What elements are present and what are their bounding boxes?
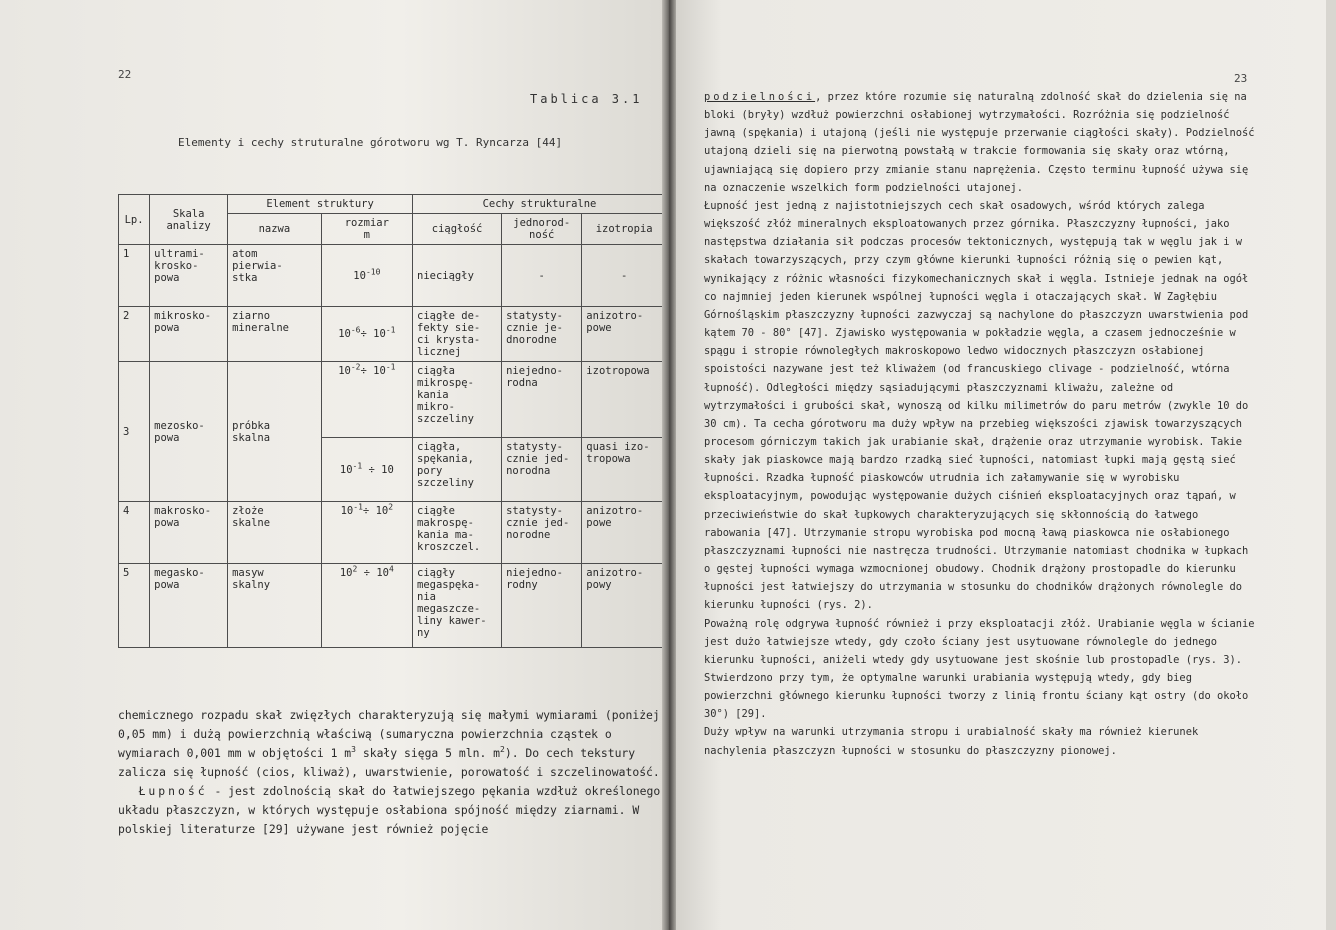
cell-skala: mezosko- powa xyxy=(150,362,228,502)
cell-lp: 4 xyxy=(119,502,150,564)
header-lp: Lp. xyxy=(119,195,150,245)
page-edge xyxy=(1326,0,1336,930)
cell-izotropia: anizotro- powy xyxy=(582,564,667,648)
paragraph xyxy=(118,782,668,839)
page-number-left: 22 xyxy=(118,68,132,81)
cell-nazwa: atom pierwia- stka xyxy=(228,245,322,307)
rozmiar-b-exp: 4 xyxy=(388,564,394,574)
rozmiar-b: 10 xyxy=(373,365,386,377)
structure-table xyxy=(118,194,667,648)
term-podzielnosci: podzielności xyxy=(704,91,816,103)
cell-nazwa: ziarno mineralne xyxy=(228,307,322,362)
rozmiar-sep: ÷ xyxy=(360,365,374,377)
header-ciaglosc: ciągłość xyxy=(413,214,502,245)
text-run: skały sięga 5 mln. m xyxy=(356,746,501,760)
rozmiar-b: 10 xyxy=(373,328,386,340)
header-rozmiar: rozmiar m xyxy=(321,214,412,245)
cell-jednorodnosc: - xyxy=(502,245,582,307)
cell-lp: 5 xyxy=(119,564,150,648)
cell-lp: 1 xyxy=(119,245,150,307)
cell-nazwa: próbka skalna xyxy=(228,362,322,502)
table-header-row xyxy=(119,195,667,214)
cell-rozmiar xyxy=(321,502,412,564)
cell-izotropia: quasi izo- tropowa xyxy=(582,438,667,502)
rozmiar-a-exp: -6 xyxy=(350,325,361,335)
rozmiar-exp: -10 xyxy=(365,267,381,276)
table-title: Elementy i cechy struturalne górotworu wg T. Ryncarza [44] xyxy=(178,136,563,149)
rozmiar-sep: ÷ xyxy=(362,463,382,476)
cell-skala: megasko- powa xyxy=(150,564,228,648)
cell-ciaglosc: ciągła, spękania, pory szczeliny xyxy=(413,438,502,502)
cell-lp: 2 xyxy=(119,307,150,362)
cell-skala: mikrosko- powa xyxy=(150,307,228,362)
table-row xyxy=(119,362,667,438)
paragraph xyxy=(704,88,1259,197)
rozmiar-a: 10 xyxy=(340,505,354,517)
cell-jednorodnosc: statysty- cznie jed- norodna xyxy=(502,438,582,502)
text-run: - jest zdolnością skał do łatwiejszego pękania wzdłuż określonego układu płaszczyzn, w których występuje osłabiona spójność między ziarnami. W polskiej literaturze [29] używane jest również pojęcie xyxy=(118,784,661,836)
header-izotropia: izotropia xyxy=(582,214,667,245)
cell-izotropia: anizotro- powe xyxy=(582,307,667,362)
superscript: 3 xyxy=(351,745,356,755)
term-lupnosc: Łupność xyxy=(138,784,208,798)
rozmiar-a-exp: -1 xyxy=(353,502,363,512)
cell-rozmiar xyxy=(321,438,412,502)
rozmiar-sep: ÷ xyxy=(360,328,374,340)
cell-rozmiar xyxy=(321,564,412,648)
rozmiar-b: 10 xyxy=(376,567,389,579)
cell-jednorodnosc: statysty- cznie jed- norodne xyxy=(502,502,582,564)
paragraph xyxy=(118,706,668,782)
rozmiar-base: 10 xyxy=(353,269,366,282)
rozmiar-a: 10 xyxy=(338,328,351,340)
cell-jednorodnosc: statysty- cznie je- dnorodne xyxy=(502,307,582,362)
rozmiar-a: 10 xyxy=(338,365,351,377)
text-run: chemicznego rozpadu skał zwięzłych charakteryzują się małymi wymiarami (poniżej 0,05 mm) i dużą powierzchnią właściwą (sumaryczna powierzchnia cząstek o wymiarach 0,001 mm w objętości 1 m xyxy=(118,708,660,760)
rozmiar-b: 10 xyxy=(375,505,389,517)
cell-jednorodnosc: niejedno- rodny xyxy=(502,564,582,648)
cell-rozmiar xyxy=(321,307,412,362)
cell-skala: ultrami- krosko- powa xyxy=(150,245,228,307)
cell-izotropia: - xyxy=(582,245,667,307)
cell-ciaglosc: ciągły megaspęka- nia megaszcze- liny kawer- ny xyxy=(413,564,502,648)
rozmiar-b-exp: -1 xyxy=(385,325,396,335)
cell-nazwa: złoże skalne xyxy=(228,502,322,564)
cell-rozmiar xyxy=(321,245,412,307)
right-body-text xyxy=(704,88,1259,760)
text-run: , przez które rozumie się naturalną zdolność skał do dzielenia się na bloki (bryły) wzdłuż powierzchni osłabionej wytrzymałości. Rozróżnia się podzielność jawną (spękania) i utajoną (jeśli nie występuje przerwanie ciągłości skały). Podzielność utajoną dzieli się na pierwotną powstałą w trakcie formowania się skały oraz wtórną, ujawniającą się dopiero przy zmianie stanu naprężenia. Często terminu łupność używa się na oznaczenie wszelkich form podzielności utajonej. xyxy=(704,91,1255,194)
header-skala: Skala analizy xyxy=(150,195,228,245)
left-body-text xyxy=(118,706,668,839)
cell-ciaglosc: ciągłe makrospę- kania ma- kroszczel. xyxy=(413,502,502,564)
header-cechy: Cechy strukturalne xyxy=(413,195,667,214)
paragraph: Łupność jest jedną z najistotniejszych cech skał osadowych, wśród których zalega większość złóż mineralnych eksploatowanych przez górnika. Płaszczyzny łupności, jako następstwa działania sił podczas procesów tektonicznych, występują tak w węglu jak i w skałach towarzyszących, przy czym główne kierunki łupności różnią się o pewien kąt, wynikający z różnic własności fizykomechanicznych skał i węgla. Istnieje jednak na ogół co najmniej jeden kierunek wspólnej łupności węgla i otaczających skał. W Zagłębiu Górnośląskim płaszczyzny łupności zazwyczaj są nachylone do płaszczyzn uwarstwienia pod kątem 70 - 80° [47]. Zjawisko występowania w pokładzie węgla, a czasem jednocześnie w spągu i stropie równoległych makroskopowo ledwo widocznych płaszczyzn osłabionej spoistości nazywane jest też kliważem (od francuskiego clivage - podzielność, wtórna łupność). Odległości między sąsiadującymi płaszczyznami kliważu, zależne od wytrzymałości i grubości skał, wynoszą od kilku milimetrów do paru metrów (zwykle 10 do 30 cm). Ta cecha górotworu ma duży wpływ na przebieg większości zjawisk towarzyszących procesom górniczym takich jak urabianie skał, drążenie oraz utrzymanie wyrobisk. Takie skały jak piaskowce mają bardzo rzadką sieć łupności, natomiast łupki mają gęstą sieć łupności. Rzadka łupność piaskowców utrudnia ich załamywanie się w wyrobisku eksploatacyjnym, powodując występowanie dużych ciśnień eksploatacyjnych oraz tąpań, w przeciwieństwie do skał łupkowych charakteryzujących się skłonnością do łatwego rabowania [47]. Utrzymanie stropu wyrobiska pod mocną ławą piaskowca nie osłabionego płaszczyznami łupności nie nastręcza trudności. Utrzymanie natomiast chodnika w łupkach o gęstej łupności wymaga wzmocnionej obudowy. Chodnik drążony prostopadle do kierunku łupności jest łatwiejszy do utrzymania w stosunku do chodników drążonych równolegle do kierunku łupności (rys. 2). xyxy=(704,199,1249,612)
rozmiar-b-exp: 2 xyxy=(388,502,394,512)
cell-rozmiar xyxy=(321,362,412,438)
rozmiar-a-exp: -1 xyxy=(352,461,363,470)
superscript: 2 xyxy=(500,745,505,755)
rozmiar-b: 10 xyxy=(381,463,394,476)
cell-izotropia: anizotro- powe xyxy=(582,502,667,564)
cell-izotropia: izotropowa xyxy=(582,362,667,438)
rozmiar-sep: ÷ xyxy=(362,505,376,517)
paragraph: Poważną rolę odgrywa łupność również i przy eksploatacji złóż. Urabianie węgla w ścianie jest dużo łatwiejsze wtedy, gdy czoło ściany jest usytuowane równolegle do jednego kierunku łupności, aniżeli wtedy gdy usytuowane jest skośnie lub prostopadle (rys. 3). Stwierdzono przy tym, że optymalne warunki urabiania występują wtedy, gdy bieg powierzchni głównego kierunku łupności tworzy z linią frontu ściany kąt ostry (do około 30°) [29]. xyxy=(704,617,1255,721)
page-number-right: 23 xyxy=(1234,72,1248,85)
book-gutter xyxy=(662,0,676,930)
rozmiar-a: 10 xyxy=(339,567,353,579)
table-row xyxy=(119,245,667,307)
cell-ciaglosc: ciągła mikrospę- kania mikro- szczeliny xyxy=(413,362,502,438)
cell-nazwa: masyw skalny xyxy=(228,564,322,648)
header-nazwa: nazwa xyxy=(228,214,322,245)
cell-jednorodnosc: niejedno- rodna xyxy=(502,362,582,438)
rozmiar-sep: ÷ xyxy=(357,567,377,579)
cell-lp: 3 xyxy=(119,362,150,502)
cell-ciaglosc: nieciągły xyxy=(413,245,502,307)
rozmiar-a: 10 xyxy=(339,463,353,476)
header-jednorodnosc: jednorod- ność xyxy=(502,214,582,245)
rozmiar-b-exp: -1 xyxy=(385,362,396,372)
header-element: Element struktury xyxy=(228,195,413,214)
text-run: ). Do cech tekstury zalicza się łupność (cios, kliważ), uwarstwienie, porowatość i szczelinowatość. xyxy=(118,746,660,779)
table-row xyxy=(119,307,667,362)
rozmiar-a-exp: -2 xyxy=(350,362,361,372)
cell-skala: makrosko- powa xyxy=(150,502,228,564)
table-row xyxy=(119,502,667,564)
table-row xyxy=(119,564,667,648)
cell-ciaglosc: ciągłe de- fekty sie- ci krysta- licznej xyxy=(413,307,502,362)
rozmiar-a-exp: 2 xyxy=(352,564,358,574)
right-page xyxy=(668,0,1336,930)
table-label: Tablica 3.1 xyxy=(530,92,643,106)
paragraph: Duży wpływ na warunki utrzymania stropu i urabialność skały ma również kierunek nachylenia płaszczyzn łupności w stosunku do płaszczyzny pionowej. xyxy=(704,726,1199,757)
